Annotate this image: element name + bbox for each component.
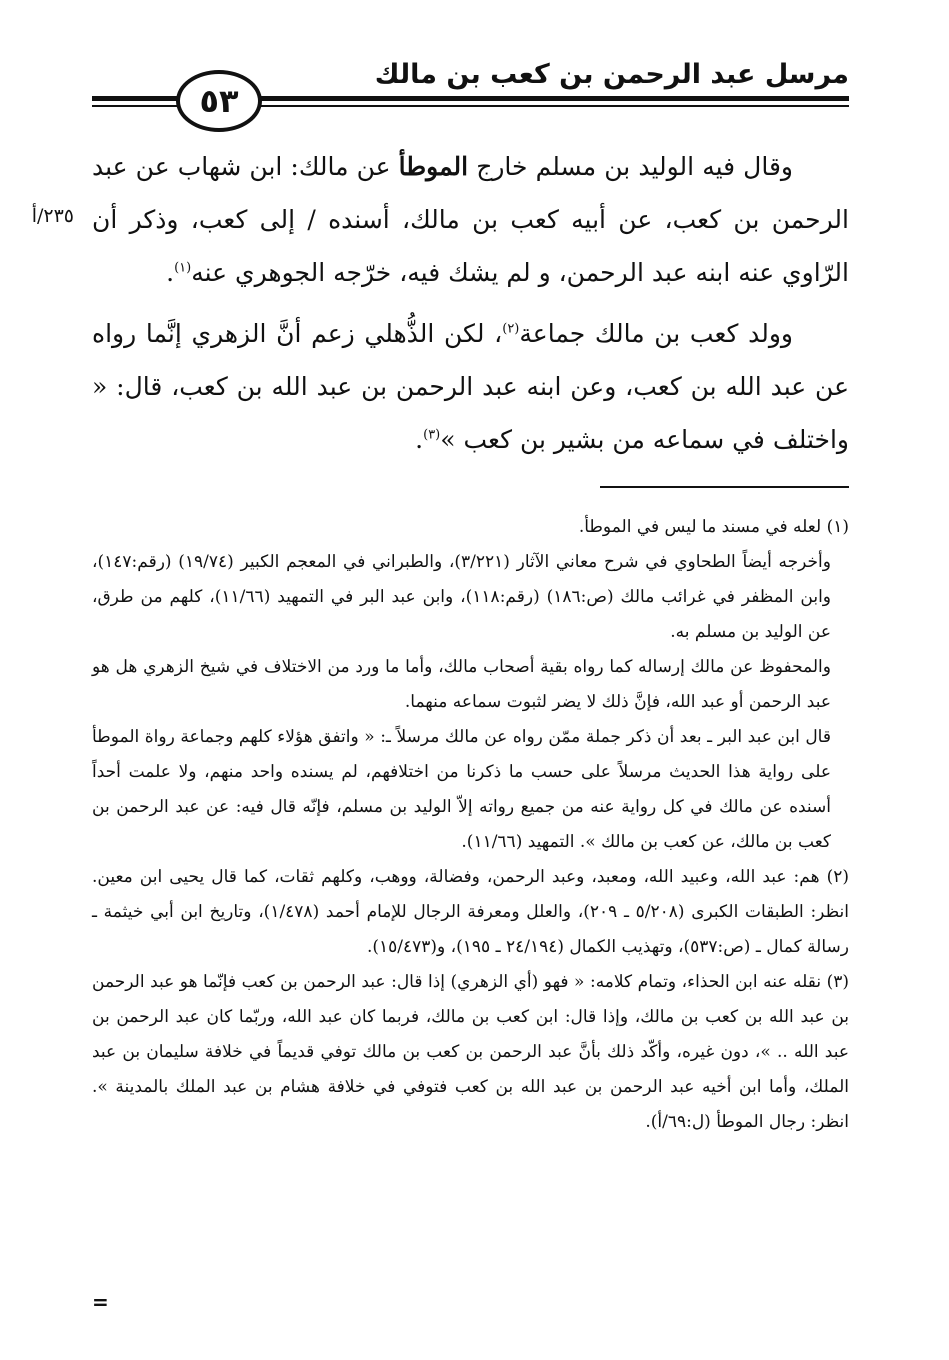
- footnote-1-quote: قال ابن عبد البر ـ بعد أن ذكر جملة ممّن رواه عن مالك مرسلاً ـ: « واتفق هؤلاء كلهم وجماعة رواة الموطأ على رواية هذا الحديث مرسلاً على حسب ما ذكرنا من اختلافهم، لم يسنده واحد منهم، ولا علمت أحداً أسنده عن مالك في كل رواية عنه من جميع رواته إلاّ الوليد بن مسلم، فإنّه قال فيه: عن عبد الرحمن بن كعب بن مالك، عن كعب بن مالك ». التمهيد (١١/٦٦).: [92, 727, 831, 852]
- footnote-1-preserved: والمحفوظ عن مالك إرساله كما رواه بقية أصحاب مالك، وأما ما ورد من الاختلاف في شيخ الزهري هل هو عبد الرحمن أو عبد الله، فإنَّ ذلك لا يضر لثبوت سماعه منهما.: [92, 657, 831, 712]
- p2-text-middle: ، لكن الذُّهلي زعم أنَّ الزهري إنَّما رواه عن عبد الله بن كعب، وعن ابنه عبد الرحمن بن عبد الله بن كعب، قال: « واختلف في سماعه من بشير بن كعب »: [92, 319, 849, 454]
- footnote-ref-1[interactable]: (١): [174, 260, 192, 276]
- running-header-title: مرسل عبد الرحمن بن كعب بن مالك: [374, 59, 849, 90]
- p1-text-after: عن مالك: ابن شهاب عن عبد الرحمن بن كعب، عن أبيه كعب بن مالك، أسنده / إلى كعب، وذكر أن الرّاوي عنه ابنه عبد الرحمن، و لم يشك فيه، خرّجه الجوهري عنه: [92, 152, 849, 287]
- footnote-1-line: (١) لعله في مسند ما ليس في الموطأ.: [578, 517, 849, 537]
- footnotes: [92, 510, 849, 1140]
- main-text: [92, 140, 849, 474]
- continuation-mark: =: [92, 1290, 109, 1314]
- main-paragraph-1: [92, 140, 849, 299]
- footnote-separator: [600, 486, 849, 488]
- p1-text-before: وقال فيه الوليد بن مسلم خارج: [468, 152, 793, 181]
- p1-text-end: .: [166, 258, 175, 287]
- footnote-ref-3[interactable]: (٣): [423, 427, 441, 443]
- footnote-1-sources: وأخرجه أيضاً الطحاوي في شرح معاني الآثار (٣/٢٢١)، والطبراني في المعجم الكبير (١٩/٧٤) (رقم:١٤٧)، وابن المظفر في غرائب مالك (ص:١٨٦) (رقم:١١٨)، وابن عبد البر في التمهيد (١١/٦٦)، كلهم من طرق، عن الوليد بن مسلم به.: [92, 552, 832, 642]
- main-paragraph-2: [92, 307, 849, 466]
- p2-text-end: .: [415, 425, 424, 454]
- footnote-2: (٢) هم: عبد الله، وعبيد الله، ومعبد، وعبد الرحمن، وفضالة، ووهب، وكلهم ثقات، كما قال يحيى ابن معين. انظر: الطبقات الكبرى (٥/٢٠٨ ـ ٢٠٩)، والعلل ومعرفة الرجال للإمام أحمد (١/٤٧٨)، وتاريخ ابن أبي خيثمة ـ رسالة كمال ـ (ص:٥٣٧)، وتهذيب الكمال (٢٤/١٩٤ ـ ١٩٥)، و(١٥/٤٧٣).: [92, 867, 849, 957]
- footnote-3: (٣) نقله عنه ابن الحذاء، وتمام كلامه: « فهو (أي الزهري) إذا قال: عبد الرحمن بن كعب فإنّما هو عبد الرحمن بن عبد الله بن كعب بن مالك، وإذا قال: ابن كعب بن مالك، فربما كان عبد الله، وربّما كان عبد الرحمن بن عبد الله .. »، دون غيره، وأكّد ذلك بأنَّ عبد الرحمن بن كعب بن مالك توفي قديماً في خلافة سليمان بن عبد الملك، وأما ابن أخيه عبد الرحمن بن عبد الله بن كعب فتوفي في خلافة هشام بن عبد الملك بالمدينة ». انظر: رجال الموطأ (ل:٦٩/أ).: [92, 972, 849, 1132]
- manuscript-folio-note: ٢٣٥/أ: [31, 205, 74, 227]
- p2-text-before: وولد كعب بن مالك جماعة: [519, 319, 793, 348]
- p1-bold-term: الموطأ: [398, 152, 469, 181]
- page-number: ٥٣: [176, 70, 262, 132]
- footnote-ref-2[interactable]: (٢): [502, 321, 520, 337]
